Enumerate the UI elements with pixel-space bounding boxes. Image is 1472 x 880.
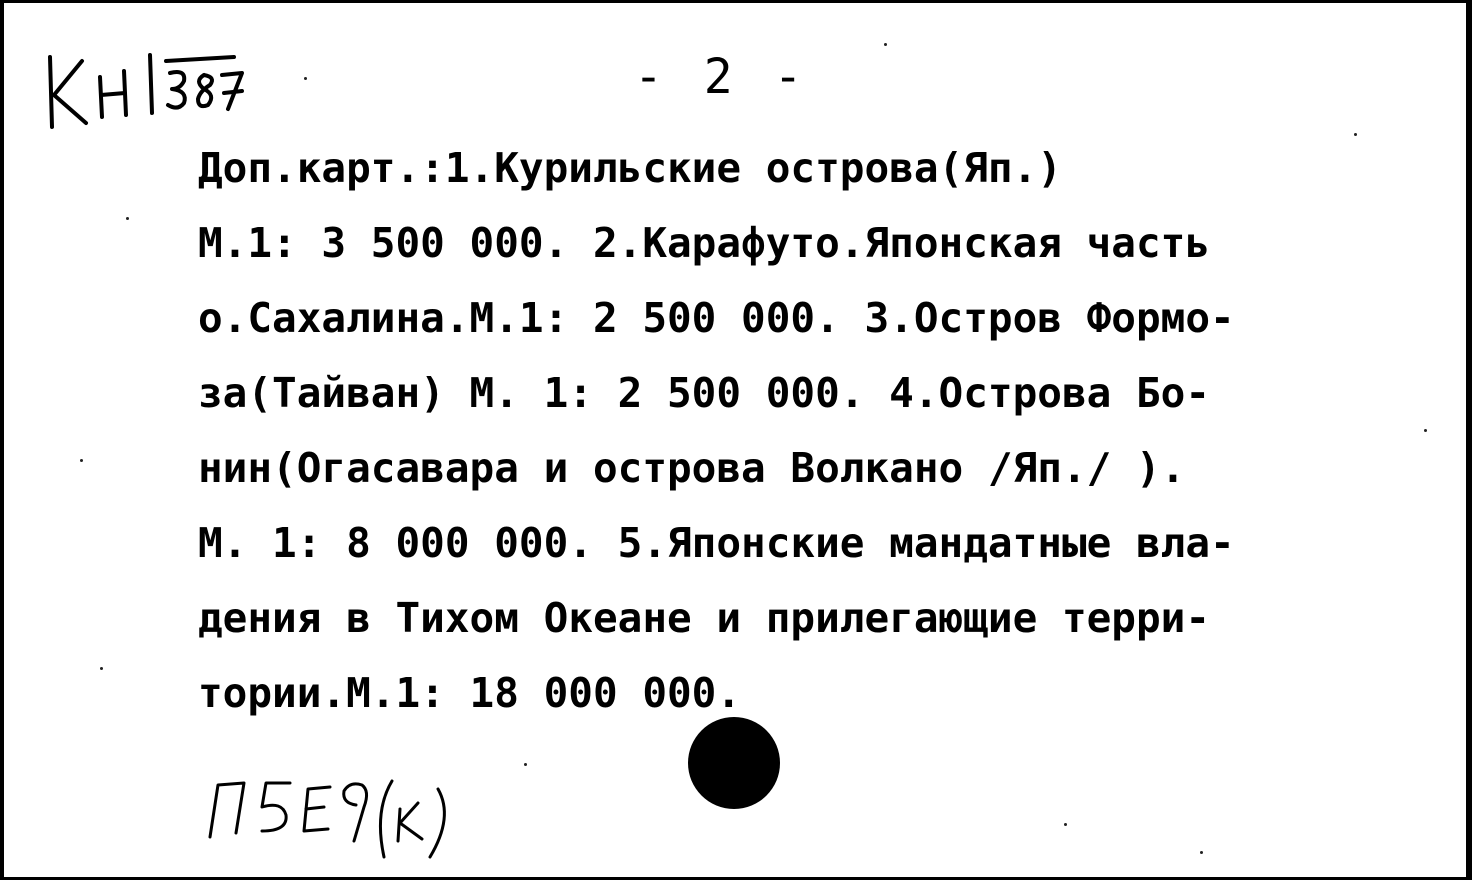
- scan-speck: [1200, 851, 1203, 854]
- text-line: М.1: 3 500 000. 2.Карафуто.Японская часть: [198, 219, 1211, 267]
- handwritten-code: [204, 761, 504, 871]
- text-line: нин(Огасавара и острова Волкано /Яп./ ).: [198, 444, 1186, 492]
- text-line: тории.М.1: 18 000 000.: [198, 669, 742, 717]
- card-body-text: [198, 131, 1458, 731]
- handwritten-code-drawing: [204, 761, 504, 871]
- scan-speck: [524, 763, 527, 766]
- scan-speck: [1064, 823, 1067, 826]
- scan-speck: [1424, 429, 1427, 432]
- scan-speck: [1354, 133, 1357, 136]
- scan-speck: [884, 43, 887, 46]
- text-line: М. 1: 8 000 000. 5.Японские мандатные вла-: [198, 519, 1235, 567]
- scan-speck: [304, 77, 307, 80]
- text-line: о.Сахалина.М.1: 2 500 000. 3.Остров Формо-: [198, 294, 1235, 342]
- punch-hole: [688, 717, 780, 809]
- text-line: дения в Тихом Океане и прилегающие терри-: [198, 594, 1211, 642]
- shelfmark-drawing: [38, 35, 278, 145]
- text-line: Доп.карт.:1.Курильские острова(Яп.): [198, 144, 1062, 192]
- text-line: за(Тайван) М. 1: 2 500 000. 4.Острова Бо-: [198, 369, 1211, 417]
- catalog-card: [4, 3, 1466, 877]
- scan-speck: [126, 217, 129, 220]
- handwritten-shelfmark: [38, 35, 278, 145]
- scan-speck: [100, 667, 103, 670]
- page-number: - 2 -: [634, 49, 809, 105]
- scan-speck: [80, 459, 83, 462]
